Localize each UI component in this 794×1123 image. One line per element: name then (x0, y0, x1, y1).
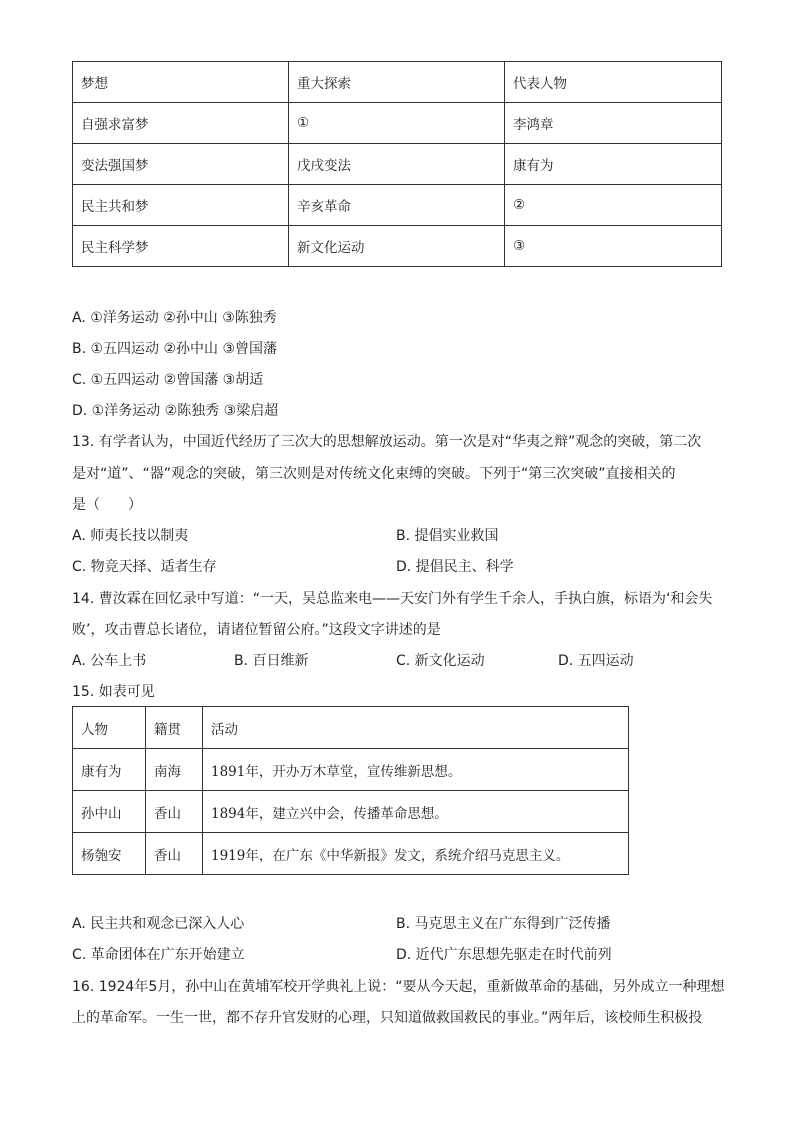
table-row (73, 226, 722, 267)
q14-option-c[interactable]: C. 新文化运动 (396, 653, 485, 669)
table-header-cell: 代表人物 (505, 62, 722, 103)
table-row (73, 791, 629, 833)
q13-stem-line: 是（ ） (72, 497, 142, 513)
table-header-cell: 活动 (203, 707, 629, 749)
q12-option-b[interactable]: B. ①五四运动 ②孙中山 ③曾国藩 (72, 341, 278, 357)
q13-option-d[interactable]: D. 提倡民主、科学 (396, 559, 514, 575)
table-cell: ② (505, 185, 722, 226)
table-cell: 杨匏安 (73, 833, 146, 875)
q15-table (72, 706, 629, 875)
table-row (73, 185, 722, 226)
q13-option-a[interactable]: A. 师夷长技以制夷 (72, 528, 189, 544)
table-cell: 康有为 (73, 749, 146, 791)
table-cell: 自强求富梦 (73, 103, 289, 144)
q15-option-a[interactable]: A. 民主共和观念已深入人心 (72, 916, 245, 932)
q14-option-a[interactable]: A. 公车上书 (72, 653, 147, 669)
table-header-cell: 人物 (73, 707, 146, 749)
q13-stem-line: 是对“道”、“器”观念的突破，第三次则是对传统文化束缚的突破。下列于“第三次突破”直接相关的 (72, 466, 676, 482)
table-cell: 新文化运动 (289, 226, 505, 267)
table-cell: 变法强国梦 (73, 144, 289, 185)
table-header-row (73, 707, 629, 749)
dream-table (72, 61, 722, 267)
table-cell: 1891年，开办万木草堂，宣传维新思想。 (203, 749, 629, 791)
table-cell: ① (289, 103, 505, 144)
table-cell: 李鸿章 (505, 103, 722, 144)
q12-option-c[interactable]: C. ①五四运动 ②曾国藩 ③胡适 (72, 372, 264, 388)
q13-stem-line: 13. 有学者认为，中国近代经历了三次大的思想解放运动。第一次是对“华夷之辩”观念的突破，第二次 (72, 434, 702, 450)
table-cell: 孙中山 (73, 791, 146, 833)
q14-stem-line: 14. 曹汝霖在回忆录中写道：“一天，吴总监来电——天安门外有学生千余人，手执白旗，标语为‘和会失 (72, 591, 713, 607)
q15-option-d[interactable]: D. 近代广东思想先驱走在时代前列 (396, 947, 612, 963)
table-cell: 1919年，在广东《中华新报》发文，系统介绍马克思主义。 (203, 833, 629, 875)
table-header-cell: 重大探索 (289, 62, 505, 103)
table-cell: 南海 (146, 749, 203, 791)
table-cell: 民主科学梦 (73, 226, 289, 267)
table-row (73, 833, 629, 875)
table-cell: 1894年，建立兴中会，传播革命思想。 (203, 791, 629, 833)
table-cell: 戊戌变法 (289, 144, 505, 185)
q14-option-b[interactable]: B. 百日维新 (234, 653, 309, 669)
q12-option-a[interactable]: A. ①洋务运动 ②孙中山 ③陈独秀 (72, 310, 277, 326)
table-cell: 民主共和梦 (73, 185, 289, 226)
table-row (73, 103, 722, 144)
q13-option-c[interactable]: C. 物竞天择、适者生存 (72, 559, 217, 575)
q14-option-d[interactable]: D. 五四运动 (558, 653, 634, 669)
q12-option-d[interactable]: D. ①洋务运动 ②陈独秀 ③梁启超 (72, 403, 279, 419)
q15-title: 15. 如表可见 (72, 684, 155, 700)
table-row (73, 749, 629, 791)
table-cell: 康有为 (505, 144, 722, 185)
table-header-cell: 籍贯 (146, 707, 203, 749)
q14-stem-line: 败’，攻击曹总长诸位，请诸位暂留公府。”这段文字讲述的是 (72, 622, 441, 638)
q13-option-b[interactable]: B. 提倡实业救国 (396, 528, 499, 544)
table-header-row (73, 62, 722, 103)
q16-stem-line: 16. 1924年5月，孙中山在黄埔军校开学典礼上说：“要从今天起，重新做革命的基础，另外成立一种理想 (72, 979, 725, 995)
table-cell: 香山 (146, 833, 203, 875)
q15-option-c[interactable]: C. 革命团体在广东开始建立 (72, 947, 245, 963)
q15-option-b[interactable]: B. 马克思主义在广东得到广泛传播 (396, 916, 611, 932)
table-row (73, 144, 722, 185)
table-cell: 辛亥革命 (289, 185, 505, 226)
table-cell: 香山 (146, 791, 203, 833)
table-header-cell: 梦想 (73, 62, 289, 103)
q16-stem-line: 上的革命军。一生一世，都不存升官发财的心理，只知道做救国救民的事业。”两年后，该校师生积极投 (72, 1010, 703, 1026)
table-cell: ③ (505, 226, 722, 267)
